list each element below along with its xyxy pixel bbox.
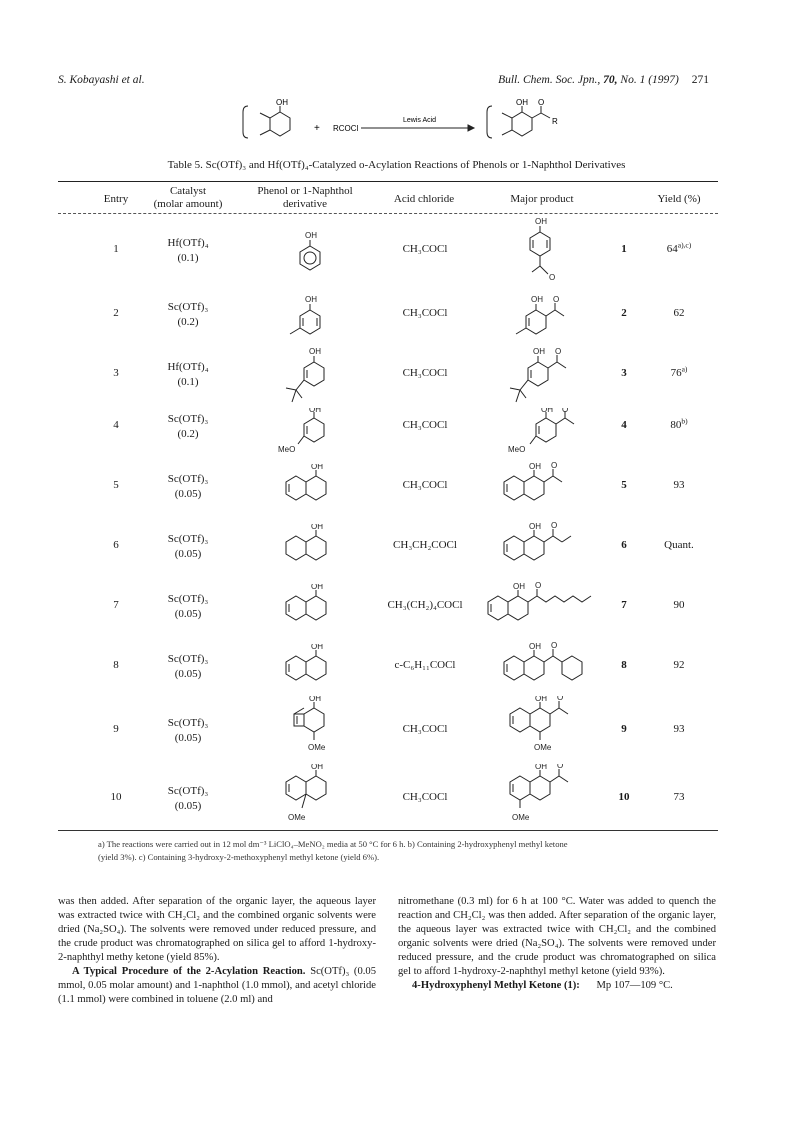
oh-label: OH xyxy=(541,408,553,414)
product-number: 5 xyxy=(621,479,627,491)
product-number: 3 xyxy=(621,367,627,379)
arrow-label: Lewis Acid xyxy=(403,117,437,124)
product-number: 9 xyxy=(621,723,627,735)
o-label: O xyxy=(555,348,562,356)
catalyst-name: Sc(OTf)₃ xyxy=(167,533,209,545)
oh-label: OH xyxy=(535,764,547,771)
entry-number: 4 xyxy=(113,419,119,431)
o-label: O xyxy=(553,296,560,304)
o-label: O xyxy=(557,764,564,770)
oh-label: OH xyxy=(311,764,323,771)
reactant-structure-8 xyxy=(282,644,342,690)
journal-volume: 70, xyxy=(603,74,618,86)
oh-label: OH xyxy=(529,522,541,531)
product-structure-4 xyxy=(506,408,586,456)
oh-label: OH xyxy=(311,464,323,471)
catalyst-cell xyxy=(128,716,248,746)
catalyst-name: Hf(OTf)₄ xyxy=(167,237,209,249)
catalyst-name: Hf(OTf)₄ xyxy=(167,361,209,373)
body-column-left xyxy=(58,895,376,1007)
reactant-structure-7 xyxy=(282,584,342,630)
acid-chloride: CH₃COCl xyxy=(402,243,448,255)
catalyst-amount: (0.05) xyxy=(174,488,202,500)
yield-cell xyxy=(640,790,718,805)
oh-label: OH xyxy=(535,696,547,703)
header-catalyst-line2: (molar amount) xyxy=(153,198,223,210)
oh-label: OH xyxy=(276,98,288,107)
yield-cell xyxy=(640,366,718,381)
yield-value: 76 xyxy=(670,367,682,379)
page-number: 271 xyxy=(691,74,709,86)
catalyst-amount: (0.05) xyxy=(174,668,202,680)
yield-value: 90 xyxy=(673,599,685,611)
table-header-rule xyxy=(58,213,718,214)
procedure-heading: A Typical Procedure of the 2-Acylation Reaction. xyxy=(72,966,306,977)
yield-value: 62 xyxy=(673,307,685,319)
catalyst-name: Sc(OTf)₃ xyxy=(167,785,209,797)
product-structure-2 xyxy=(512,296,582,344)
product-structure-7 xyxy=(484,582,604,628)
entry-number: 7 xyxy=(113,599,119,611)
product-number: 1 xyxy=(621,243,627,255)
catalyst-cell xyxy=(128,412,248,442)
left-paragraph-2 xyxy=(58,965,376,1007)
acid-chloride: CH₃COCl xyxy=(402,479,448,491)
yield-footnote-mark: a),c) xyxy=(677,240,692,250)
header-product: Major product xyxy=(510,193,574,205)
product-structure-1 xyxy=(520,216,570,290)
yield-footnote-mark: a) xyxy=(681,364,688,374)
ome-label: OMe xyxy=(288,813,306,822)
header-acid: Acid chloride xyxy=(393,193,455,205)
yield-value: 80 xyxy=(670,419,682,431)
yield-cell xyxy=(640,418,718,433)
ome-label: OMe xyxy=(534,743,552,752)
table-bottom-rule xyxy=(58,830,718,831)
yield-cell xyxy=(640,306,718,321)
entry-number: 9 xyxy=(113,723,119,735)
right-paragraph-2 xyxy=(398,979,716,993)
yield-value: 93 xyxy=(673,479,685,491)
catalyst-amount: (0.05) xyxy=(174,732,202,744)
oh-label: OH xyxy=(529,462,541,471)
catalyst-cell xyxy=(128,236,248,266)
yield-value: 73 xyxy=(673,791,685,803)
yield-value: 64 xyxy=(666,243,678,255)
entry-number: 5 xyxy=(113,479,119,491)
product-number: 8 xyxy=(621,659,627,671)
oh-label: OH xyxy=(533,348,545,356)
acid-chloride: CH₃COCl xyxy=(402,419,448,431)
product-structure-10 xyxy=(506,764,582,828)
catalyst-name: Sc(OTf)₃ xyxy=(167,653,209,665)
o-label: O xyxy=(535,582,542,590)
product-number: 4 xyxy=(621,419,627,431)
table-footnotes xyxy=(98,838,718,864)
reactant-structure-1 xyxy=(290,232,330,276)
acid-chloride: c-C₆H₁₁COCl xyxy=(394,659,456,671)
yield-cell xyxy=(640,478,718,493)
reactant-structure-9 xyxy=(290,696,340,756)
reaction-scheme xyxy=(240,98,570,146)
entry-number: 8 xyxy=(113,659,119,671)
acid-chloride: CH₃(CH₂)₄COCl xyxy=(387,599,463,611)
catalyst-cell xyxy=(128,784,248,814)
yield-value: Quant. xyxy=(664,539,694,551)
ome-label: OMe xyxy=(512,813,530,822)
catalyst-amount: (0.05) xyxy=(174,800,202,812)
catalyst-amount: (0.2) xyxy=(177,316,199,328)
catalyst-name: Sc(OTf)₃ xyxy=(167,301,209,313)
product-o-label: O xyxy=(538,98,545,107)
catalyst-amount: (0.2) xyxy=(177,428,199,440)
catalyst-cell xyxy=(128,360,248,390)
acid-chloride: CH₃COCl xyxy=(402,791,448,803)
o-label: O xyxy=(557,696,564,702)
yield-footnote-mark: b) xyxy=(681,416,688,426)
catalyst-amount: (0.1) xyxy=(177,376,199,388)
header-catalyst xyxy=(138,185,238,211)
yield-value: 92 xyxy=(673,659,685,671)
product-structure-6 xyxy=(500,522,590,568)
catalyst-name: Sc(OTf)₃ xyxy=(167,593,209,605)
reactant-structure-6 xyxy=(282,524,342,570)
oh-label: OH xyxy=(311,644,323,651)
reactant-structure-5 xyxy=(282,464,342,510)
body-column-right xyxy=(398,895,716,993)
footnote-line-2: (yield 3%). c) Containing 3-hydroxy-2-methoxyphenyl methyl ketone (yield 6%). xyxy=(98,852,380,862)
entry-number: 10 xyxy=(110,791,122,803)
product-structure-5 xyxy=(500,462,580,508)
running-header-journal xyxy=(498,74,709,86)
ome-label: OMe xyxy=(308,743,326,752)
catalyst-amount: (0.05) xyxy=(174,608,202,620)
compound-heading: 4-Hydroxyphenyl Methyl Ketone (1): xyxy=(412,980,580,991)
plus-sign: + xyxy=(314,123,320,134)
acid-chloride: CH₃COCl xyxy=(402,307,448,319)
product-oh-label: OH xyxy=(516,98,528,107)
oh-label: OH xyxy=(305,232,317,240)
oh-label: OH xyxy=(309,696,321,703)
product-structure-3 xyxy=(506,348,586,410)
entry-number: 3 xyxy=(113,367,119,379)
yield-cell xyxy=(640,658,718,673)
reagent-label: RCOCl xyxy=(333,124,359,133)
oh-label: OH xyxy=(531,296,543,304)
right-paragraph-1: nitromethane (0.3 ml) for 6 h at 100 °C. Water was added to quench the reaction and CH₂Cl₂ was then added. After separation of the organic layer, the aqueous layer was extracted twice with CH₂Cl₂ and the combined organic solvents were dried (Na₂SO₄). The solvents were removed under reduced pressure, and the crude product was chromatographed on silica gel to afford 1-hydroxy-2-naphthyl methyl ketone (yield 93%). xyxy=(398,896,716,977)
r-label: R xyxy=(552,117,558,126)
o-label: O xyxy=(551,522,558,530)
header-yield: Yield (%) xyxy=(657,193,701,205)
o-label: O xyxy=(551,642,558,650)
table-top-rule xyxy=(58,181,718,182)
product-structure-8 xyxy=(500,642,596,694)
catalyst-cell xyxy=(128,652,248,682)
oh-label: OH xyxy=(529,642,541,651)
oh-label: OH xyxy=(535,217,547,226)
oh-label: OH xyxy=(311,524,323,531)
o-label: O xyxy=(551,462,558,470)
yield-cell xyxy=(640,722,718,737)
reactant-structure-2 xyxy=(286,296,334,344)
catalyst-name: Sc(OTf)₃ xyxy=(167,473,209,485)
left-paragraph-1: was then added. After separation of the organic layer, the aqueous layer was extracted twice with CH₂Cl₂ and the combined organic solvents were dried (Na₂SO₄). The solvents were removed under reduced pressure, and the crude product was chromatographed on silica gel to afford 1-hydroxy-2-naphthyl methy ketone (yield 85%). xyxy=(58,896,376,963)
header-catalyst-line1: Catalyst xyxy=(169,185,207,197)
journal-name: Bull. Chem. Soc. Jpn., xyxy=(498,74,601,86)
table-caption: Table 5. Sc(OTf)₃ and Hf(OTf)₄-Catalyzed o-Acylation Reactions of Phenols or 1-Naphthol Derivatives xyxy=(167,159,626,171)
reactant-structure-3 xyxy=(282,348,338,410)
yield-cell xyxy=(640,242,718,257)
yield-cell xyxy=(640,538,718,553)
catalyst-cell xyxy=(128,472,248,502)
product-number: 10 xyxy=(618,791,630,803)
acid-chloride: CH₃COCl xyxy=(402,723,448,735)
oh-label: OH xyxy=(305,296,317,304)
yield-value: 93 xyxy=(673,723,685,735)
entry-number: 2 xyxy=(113,307,119,319)
catalyst-name: Sc(OTf)₃ xyxy=(167,413,209,425)
footnote-line-1: a) The reactions were carried out in 12 mol dm⁻³ LiClO₄–MeNO₂ media at 50 °C for 6 h. b) Containing 2-hydroxyphenyl methyl ketone xyxy=(98,839,568,849)
entry-number: 1 xyxy=(113,243,119,255)
catalyst-cell xyxy=(128,532,248,562)
procedure-text: Sc(OTf)₃ (0.05 mmol, 0.05 molar amount) and 1-naphthol (1.0 mmol), and acetyl chloride (1.1 mmol) were combined in toluene (2.0 ml) and xyxy=(58,966,377,1005)
catalyst-cell xyxy=(128,300,248,330)
product-number: 7 xyxy=(621,599,627,611)
catalyst-amount: (0.05) xyxy=(174,548,202,560)
header-phenol-line2: derivative xyxy=(283,198,327,210)
oh-label: OH xyxy=(309,348,321,356)
o-label: O xyxy=(549,273,556,282)
header-phenol-line1: Phenol or 1-Naphthol xyxy=(257,185,353,197)
header-phenol xyxy=(240,185,370,211)
header-entry: Entry xyxy=(103,193,129,205)
oh-label: OH xyxy=(513,582,525,591)
o-label: O xyxy=(562,408,569,414)
meo-label: MeO xyxy=(508,445,526,454)
catalyst-name: Sc(OTf)₃ xyxy=(167,717,209,729)
catalyst-amount: (0.1) xyxy=(177,252,199,264)
oh-label: OH xyxy=(309,408,321,414)
product-number: 2 xyxy=(621,307,627,319)
running-header-authors: S. Kobayashi et al. xyxy=(58,74,145,86)
product-structure-9 xyxy=(506,696,582,756)
acid-chloride: CH₃CH₂COCl xyxy=(393,539,457,551)
oh-label: OH xyxy=(311,584,323,591)
compound-mp: Mp 107—109 °C. xyxy=(596,980,673,991)
catalyst-cell xyxy=(128,592,248,622)
journal-issue: No. 1 (1997) xyxy=(620,74,679,86)
entry-number: 6 xyxy=(113,539,119,551)
reactant-structure-4 xyxy=(274,408,338,456)
product-number: 6 xyxy=(621,539,627,551)
acid-chloride: CH₃COCl xyxy=(402,367,448,379)
meo-label: MeO xyxy=(278,445,296,454)
yield-cell xyxy=(640,598,718,613)
reactant-structure-10 xyxy=(282,764,342,828)
